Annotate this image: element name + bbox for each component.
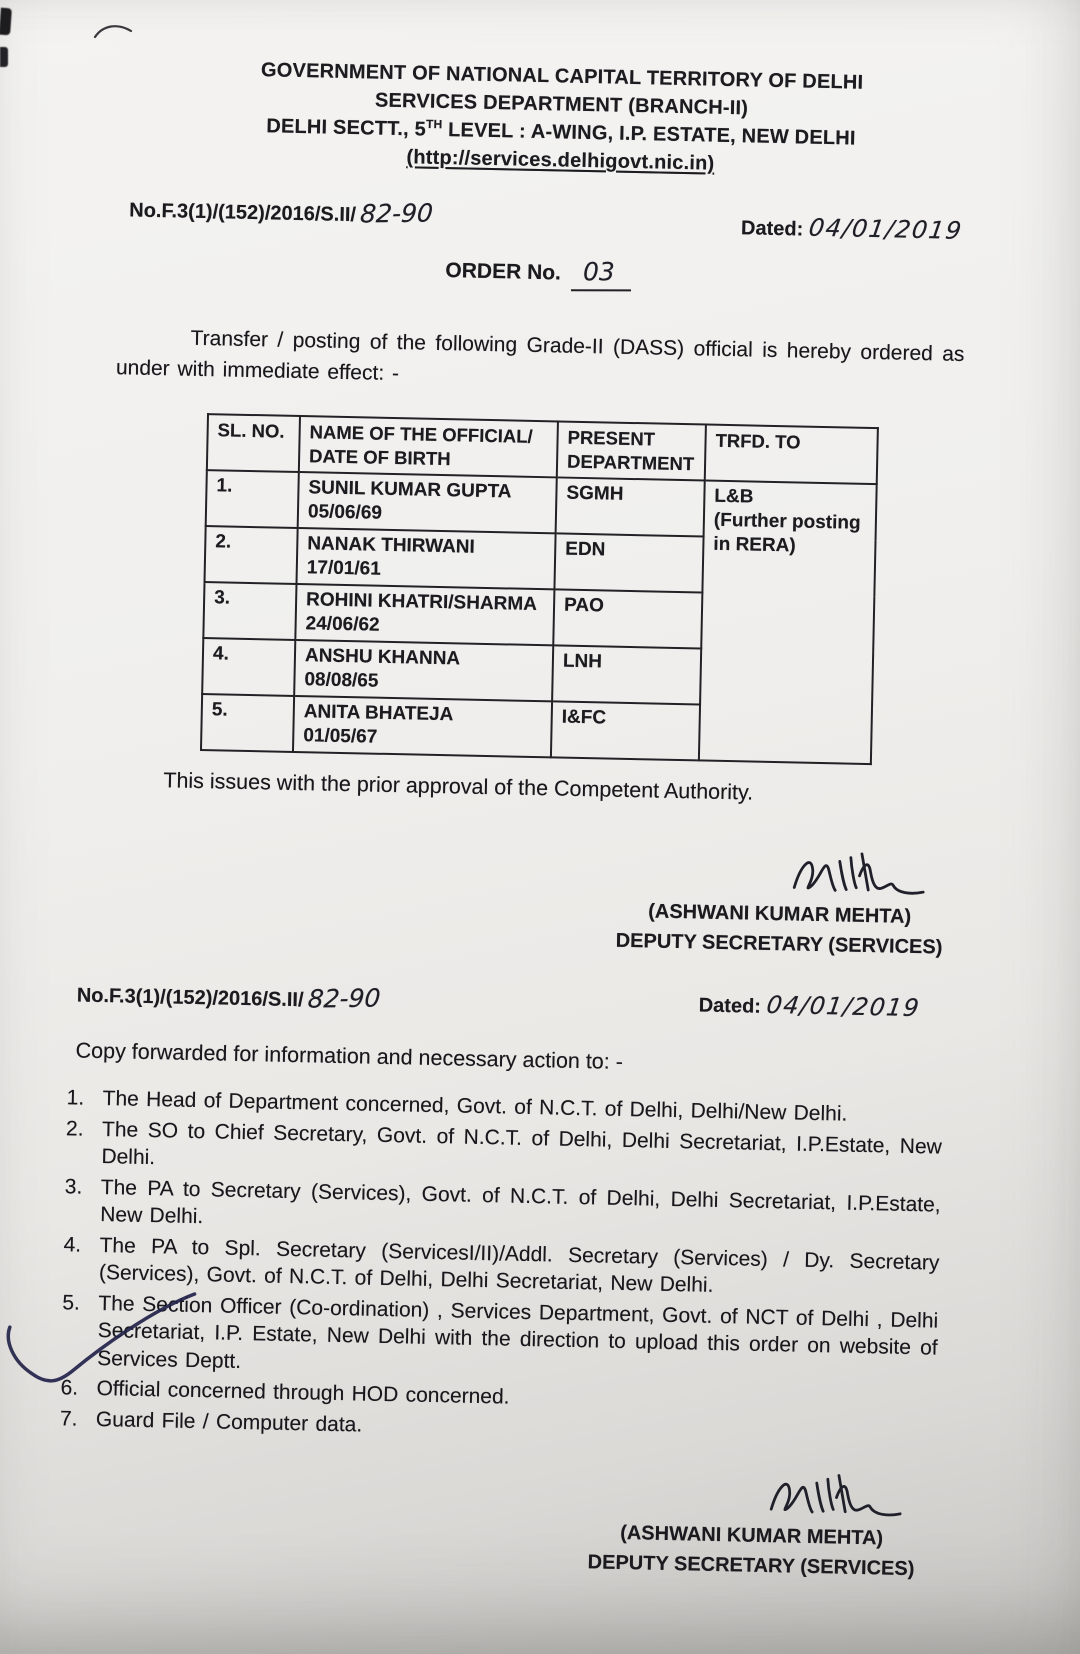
- signatory-name: (ASHWANI KUMAR MEHTA): [648, 900, 912, 928]
- cell-name-dob: [296, 528, 555, 589]
- handwritten-tick-mark: [0, 1285, 201, 1404]
- file-reference-top: [129, 193, 433, 228]
- signatory-name: (ASHWANI KUMAR MEHTA): [619, 1521, 884, 1550]
- cell-department: SGMH: [556, 477, 705, 536]
- item-number: 6.: [60, 1376, 79, 1400]
- handwritten-dispatch-number: 82-90: [358, 198, 434, 229]
- cell-sl: 1.: [206, 470, 299, 528]
- item-number: 1.: [66, 1086, 85, 1110]
- date-of-birth: 05/06/69: [307, 501, 383, 524]
- scan-edge-artifact: [0, 47, 8, 67]
- transfer-posting-table: [200, 413, 879, 765]
- copy-forwarded-line: Copy forwarded for information and necessary action to: -: [75, 1038, 624, 1074]
- letterhead-line-2: SERVICES DEPARTMENT (BRANCH-II): [374, 89, 749, 120]
- signature-scribble: [766, 1467, 907, 1524]
- letterhead-line-1: GOVERNMENT OF NATIONAL CAPITAL TERRITORY OF DELHI: [260, 59, 864, 94]
- cell-sl: 2.: [205, 526, 298, 584]
- signatory-designation: DEPUTY SECRETARY (SERVICES): [587, 1551, 915, 1581]
- date-line-top: [741, 212, 963, 245]
- cell-name-dob: [295, 584, 554, 645]
- item-number: 7.: [59, 1406, 78, 1431]
- col-header-name-dob: NAME OF THE OFFICIAL/ DATE OF BIRTH: [299, 416, 558, 477]
- cell-sl: 3.: [203, 582, 296, 640]
- item-text: Official concerned through HOD concerned.: [96, 1376, 510, 1409]
- signature-scribble: [789, 845, 930, 902]
- order-body-paragraph: Transfer / posting of the following Grade-II (DASS) official is hereby ordered as under with immediate effect: -: [115, 326, 965, 386]
- cell-name-dob: [298, 472, 557, 533]
- item-text: The PA to Secretary (Services), Govt. of N.C.T. of Delhi, Delhi Secretariat, I.P.Estate, New Delhi.: [99, 1175, 941, 1229]
- official-name: ANSHU KHANNA: [304, 645, 461, 670]
- scan-edge-artifact: [0, 8, 12, 36]
- item-number: 2.: [65, 1116, 84, 1141]
- dated-label: Dated:: [698, 994, 762, 1018]
- item-text: The Section Officer (Co-ordination) , Services Department, Govt. of NCT of Delhi , Delhi Secretariat, I.P. Estate, New Delhi with the direction to upload this order on website of Services Deptt.: [96, 1291, 939, 1373]
- order-label: ORDER No.: [445, 259, 562, 285]
- file-reference-bottom: [77, 978, 381, 1013]
- handwritten-dispatch-number: 82-90: [306, 983, 382, 1014]
- col-header-present-department: PRESENT DEPARTMENT: [557, 421, 706, 480]
- letterhead: [20, 51, 1080, 186]
- website-url: (http://services.delhigovt.nic.in): [406, 146, 715, 175]
- cell-transferred-to: L&B (Further posting in RERA): [699, 481, 877, 765]
- date-of-birth: 01/05/67: [303, 725, 378, 748]
- file-number: No.F.3(1)/(152)/2016/S.II/: [76, 984, 304, 1012]
- cell-name-dob: [293, 696, 552, 757]
- item-number: 5.: [62, 1290, 81, 1315]
- cell-sl: 5.: [201, 694, 294, 752]
- cell-sl: 4.: [202, 638, 295, 696]
- date-of-birth: 08/08/65: [304, 669, 379, 692]
- official-name: NANAK THIRWANI: [307, 533, 475, 558]
- col-header-sl-no: SL. NO.: [207, 414, 300, 472]
- cell-department: I&FC: [551, 701, 700, 760]
- date-of-birth: 17/01/61: [306, 557, 382, 580]
- item-text: The PA to Spl. Secretary (ServicesI/II)/Addl. Secretary (Services) / Dy. Secretary (Services), Govt. of N.C.T. of Delhi, Delhi Secretariat, New Delhi.: [98, 1233, 940, 1297]
- official-name: ANITA BHATEJA: [303, 701, 454, 726]
- date-of-birth: 24/06/62: [305, 613, 380, 636]
- dated-label: Dated:: [740, 217, 804, 241]
- item-text: Guard File / Computer data.: [95, 1407, 363, 1437]
- cell-name-dob: [294, 640, 553, 701]
- signatory-designation: DEPUTY SECRETARY (SERVICES): [615, 929, 943, 959]
- letterhead-line-3-suffix: LEVEL : A-WING, I.P. ESTATE, NEW DELHI: [442, 118, 856, 150]
- official-name: ROHINI KHATRI/SHARMA: [305, 589, 538, 616]
- file-number: No.F.3(1)/(152)/2016/S.II/: [129, 199, 357, 227]
- approval-statement: This issues with the prior approval of the Competent Authority.: [163, 768, 754, 805]
- item-number: 3.: [64, 1174, 83, 1199]
- handwritten-date: 04/01/2019: [807, 213, 965, 245]
- col-header-trfd-to: TRFD. TO: [705, 425, 878, 485]
- order-number-line: [0, 245, 1078, 302]
- cell-department: LNH: [552, 645, 701, 704]
- ordinal-superscript: TH: [425, 116, 443, 132]
- item-number: 4.: [63, 1232, 82, 1257]
- item-text: The Head of Department concerned, Govt. of N.C.T. of Delhi, Delhi/New Delhi.: [102, 1087, 848, 1126]
- handwritten-date: 04/01/2019: [764, 990, 923, 1023]
- letterhead-line-3-prefix: DELHI SECTT., 5: [266, 115, 427, 141]
- date-line-bottom: [698, 990, 923, 1023]
- signature-block-top: [604, 842, 956, 963]
- official-name: SUNIL KUMAR GUPTA: [308, 477, 512, 503]
- handwritten-order-number: 03: [571, 257, 631, 291]
- item-text: The SO to Chief Secretary, Govt. of N.C.T. of Delhi, Delhi Secretariat, I.P.Estate, New Delhi.: [101, 1117, 943, 1170]
- pencil-mark: [92, 22, 136, 42]
- cell-department: EDN: [554, 533, 703, 592]
- cell-department: PAO: [553, 589, 702, 648]
- signature-block-bottom: [571, 1463, 933, 1585]
